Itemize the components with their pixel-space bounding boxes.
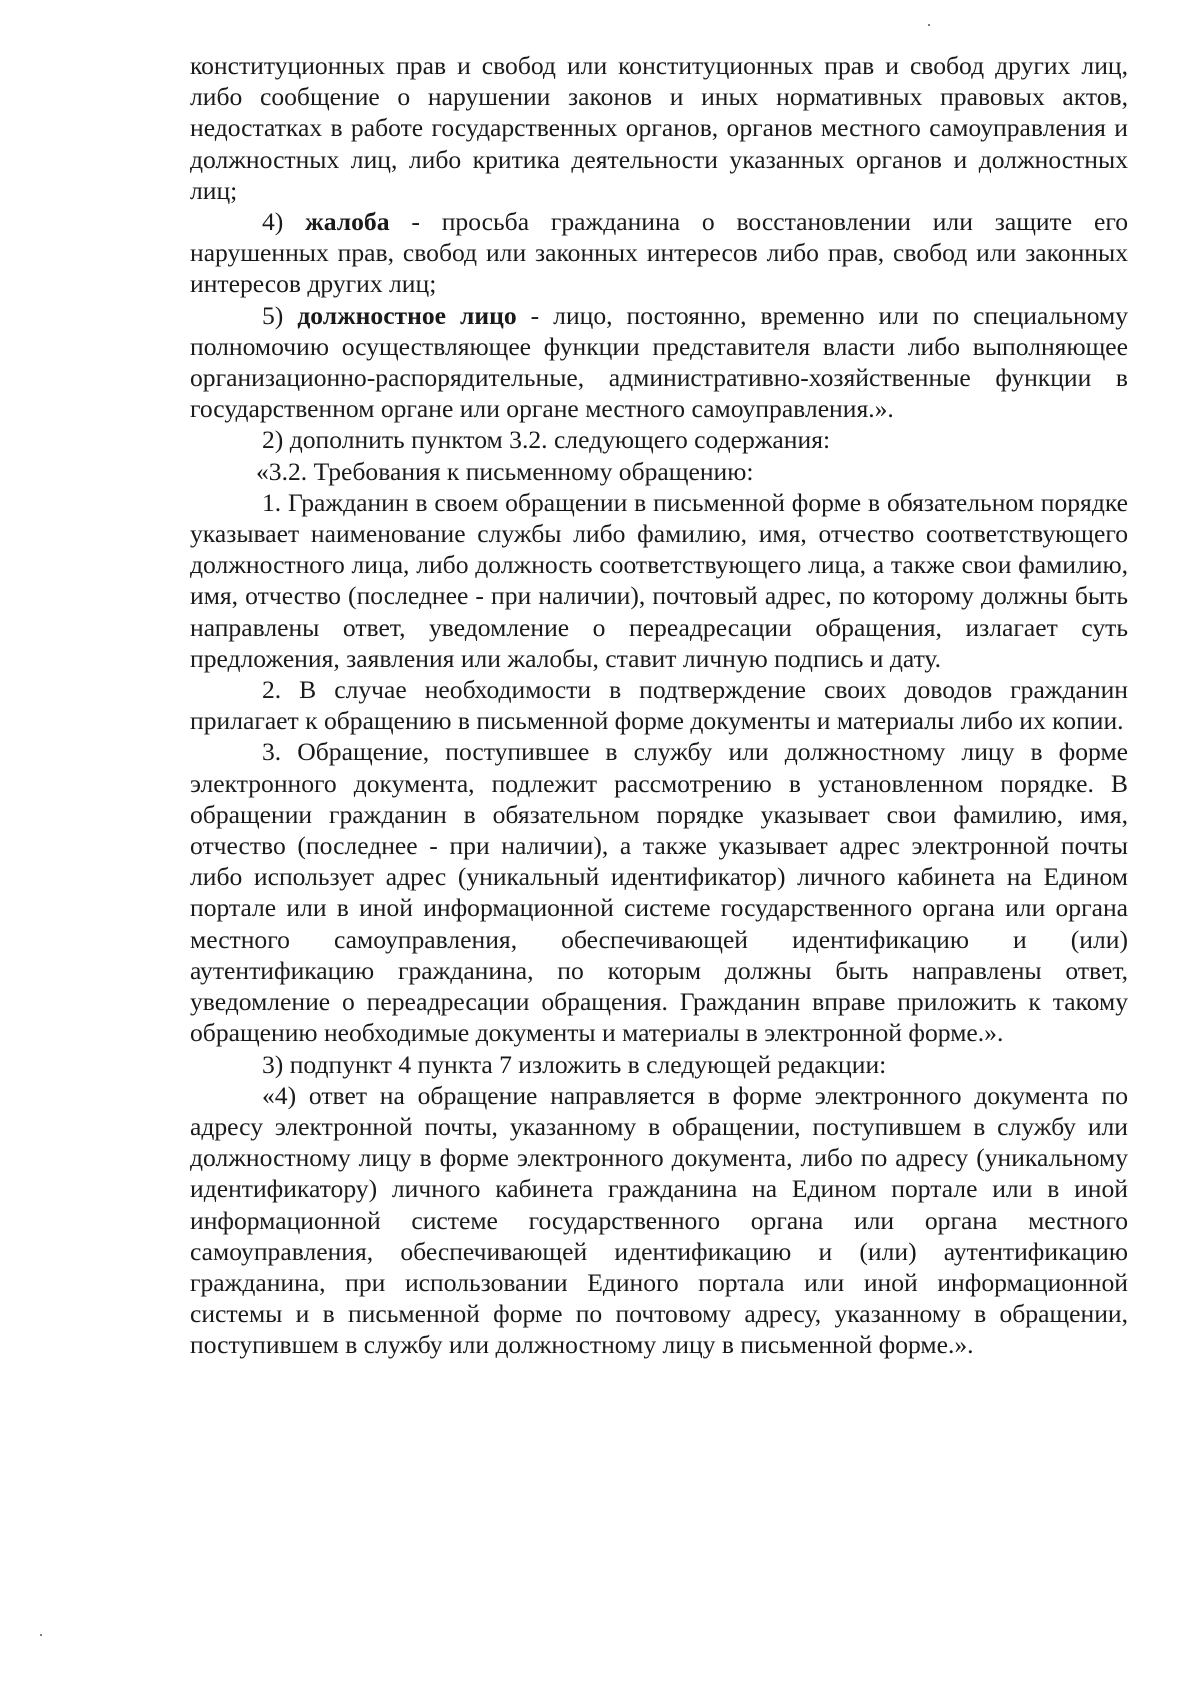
item-number: 4) [262,207,284,237]
section-heading: «3.2. Требования к письменному обращению: [256,456,754,486]
definition-item-complaint [190,206,1128,300]
paragraph-continuation: конституционных прав и свобод или конституционных прав и свобод других лиц, либо сообщение о нарушении законов и иных нормативных правовых актов, недостатках в работе государственных органов, органов местного самоуправления и должностных лиц, либо критика деятельности указанных органов и должностных лиц; [190,51,1128,205]
definition-text: - просьба гражданина о восстановлении или защите его нарушенных прав, свобод или законных интересов либо прав, свобод или законных интересов других лиц; [190,207,1128,299]
definition-item-official [190,300,1128,425]
requirement-point-1: 1. Гражданин в своем обращении в письменной форме в обязательном порядке указывает наименование службы либо фамилию, имя, отчество соответствующего должностного лица, либо должность соответствующего лица, а также свои фамилию, имя, отчество (последнее - при наличии), почтовый адрес, по которому должны быть направлены ответ, уведомление о переадресации обращения, излагает суть предложения, заявления или жалобы, ставит личную подпись и дату. [190,487,1128,673]
term-complaint: жалоба [305,207,390,237]
item-number: 5) [262,300,284,330]
definition-text: - лицо, постоянно, временно или по специальному полномочию осуществляющее функции представителя власти либо выполняющее организационно-распорядительные, административно-хозяйственные функции в государственном органе или органе местного самоуправления.». [190,300,1128,424]
new-subitem-4: «4) ответ на обращение направляется в форме электронного документа по адресу электронной почты, указанному в обращении, поступившем в службу или должностному лицу в форме электронного документа, либо по адресу (уникальному идентификатору) личного кабинета гражданина на Едином портале или в иной информационной системе государственного органа или органа местного самоуправления, обеспечивающей идентификацию и (или) аутентификацию гражданина, при использовании Единого портала или иной информационной системы и в письменной форме по почтовому адресу, указанному в обращении, поступившем в службу или должностному лицу в письменной форме.». [190,1080,1128,1360]
amendment-3: 3) подпункт 4 пункта 7 изложить в следующей редакции: [262,1049,887,1079]
document-body [190,50,1128,1361]
requirement-point-2: 2. В случае необходимости в подтверждение своих доводов гражданин прилагает к обращению в письменной форме документы и материалы либо их копии. [190,675,1128,736]
term-official: должностное лицо [297,300,517,330]
scan-speck [928,24,930,26]
amendment-2: 2) дополнить пунктом 3.2. следующего содержания: [262,425,831,455]
scan-speck [40,1634,42,1636]
requirement-point-3: 3. Обращение, поступившее в службу или должностному лицу в форме электронного документа, подлежит рассмотрению в установленном порядке. В обращении гражданин в обязательном порядке указывает свои фамилию, имя, отчество (последнее - при наличии), а также указывает адрес электронной почты либо использует адрес (уникальный идентификатор) личного кабинета на Едином портале или в иной информационной системе государственного органа или органа местного самоуправления, обеспечивающей идентификацию и (или) аутентификацию гражданина, по которым должны быть направлены ответ, уведомление о переадресации обращения. Гражданин вправе приложить к такому обращению необходимые документы и материалы в электронной форме.». [190,737,1128,1048]
